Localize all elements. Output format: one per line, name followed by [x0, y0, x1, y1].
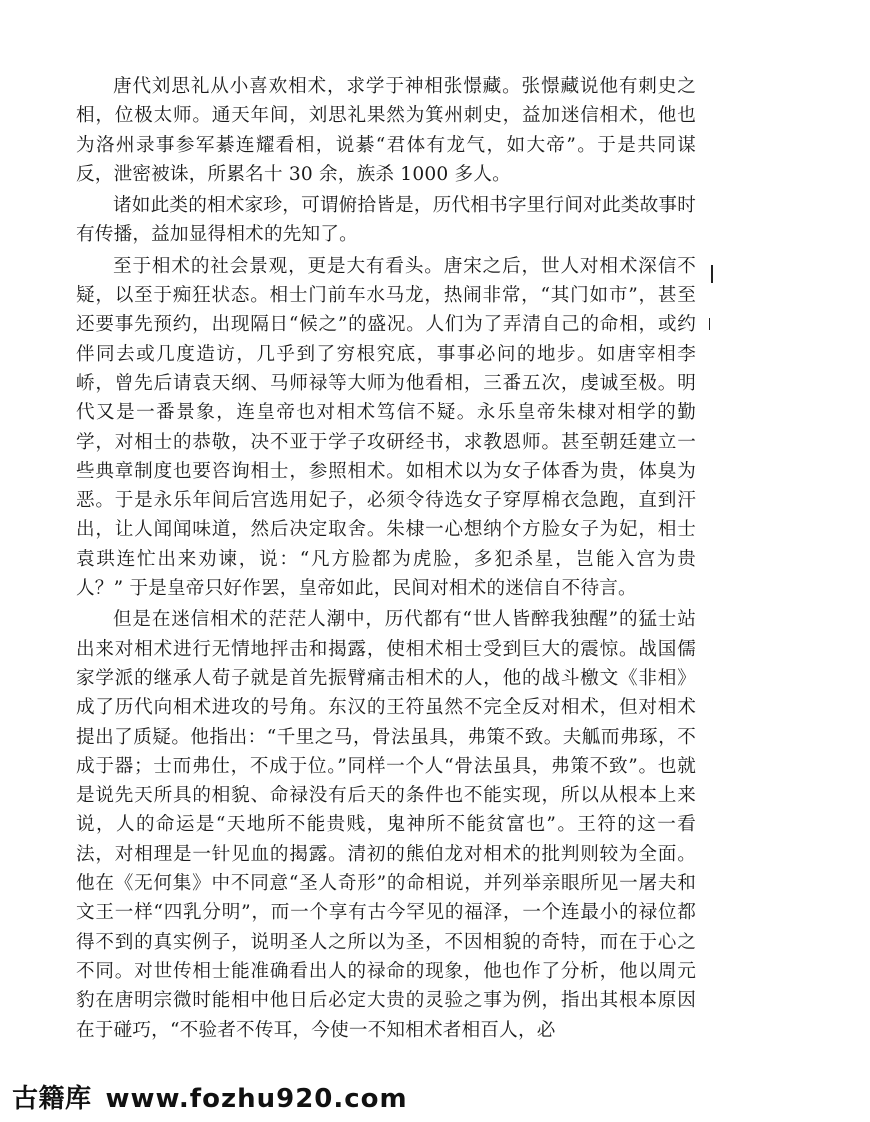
margin-mark — [709, 318, 710, 330]
paragraph-2: 诸如此类的相术家珍，可谓俯拾皆是，历代相书字里行间对此类故事时有传播，益加显得相术的先知了。 — [76, 195, 696, 246]
document-body — [76, 72, 696, 1045]
margin-mark — [711, 265, 713, 283]
watermark-name: 古籍库 — [12, 1084, 92, 1114]
site-watermark — [12, 1078, 408, 1115]
paragraph-1: 唐代刘思礼从小喜欢相术，求学于神相张憬藏。张憬藏说他有刺史之相，位极太师。通天年间，刘思礼果然为箕州刺史，益加迷信相术，他也为洛州录事参军綦连耀看相，说綦“君体有龙气，如大帝”。于是共同谋反，泄密被诛，所累名十 30 余，族杀 1000 多人。 — [76, 76, 696, 185]
watermark-url: www.fozhu920.com — [105, 1084, 408, 1114]
paragraph-3: 至于相术的社会景观，更是大有看头。唐宋之后，世人对相术深信不疑，以至于痴狂状态。相士门前车水马龙，热闹非常，“其门如市”，甚至还要事先预约，出现隔日“候之”的盛况。人们为了弄清自己的命相，或约伴同去或几度造访，几乎到了穷根究底，事事必问的地步。如唐宰相李峤，曾先后请袁天纲、马师禄等大师为他看相，三番五次，虔诚至极。明代又是一番景象，连皇帝也对相术笃信不疑。永乐皇帝朱棣对相学的勤学，对相士的恭敬，决不亚于学子攻研经书，求教恩师。甚至朝廷建立一些典章制度也要咨询相士，参照相术。如相术以为女子体香为贵，体臭为恶。于是永乐年间后宫选用妃子，必须令待选女子穿厚棉衣急跑，直到汗出，让人闻闻味道，然后决定取舍。朱棣一心想纳个方脸女子为妃，相士袁珙连忙出来劝谏，说：“凡方脸都为虎脸，多犯杀星，岂能入宫为贵人？” 于是皇帝只好作罢，皇帝如此，民间对相术的迷信自不待言。 — [76, 255, 696, 600]
paragraph-4: 但是在迷信相术的茫茫人潮中，历代都有“世人皆醉我独醒”的猛士站出来对相术进行无情地抨击和揭露，使相术相士受到巨大的震惊。战国儒家学派的继承人荀子就是首先振臂痛击相术的人，他的战斗檄文《非相》成了历代向相术进攻的号角。东汉的王符虽然不完全反对相术，但对相术提出了质疑。他指出：“千里之马，骨法虽具，弗策不致。夫觚而弗琢，不成于器；士而弗仕，不成于位。”同样一个人“骨法虽具，弗策不致”。也就是说先天所具的相貌、命禄没有后天的条件也不能实现，所以从根本上来说，人的命运是“天地所不能贵贱，鬼神所不能贫富也”。王符的这一看法，对相理是一针见血的揭露。清初的熊伯龙对相术的批判则较为全面。他在《无何集》中不同意“圣人奇形”的命相说，并列举亲眼所见一屠夫和文王一样“四乳分明”，而一个享有古今罕见的福泽，一个连最小的禄位都得不到的真实例子，说明圣人之所以为圣，不因相貌的奇特，而在于心之不同。对世传相士能准确看出人的禄命的现象，他也作了分析，他以周元豹在唐明宗微时能相中他日后必定大贵的灵验之事为例，指出其根本原因在于碰巧，“不验者不传耳，今使一不知相术者相百人，必 — [76, 609, 696, 1041]
